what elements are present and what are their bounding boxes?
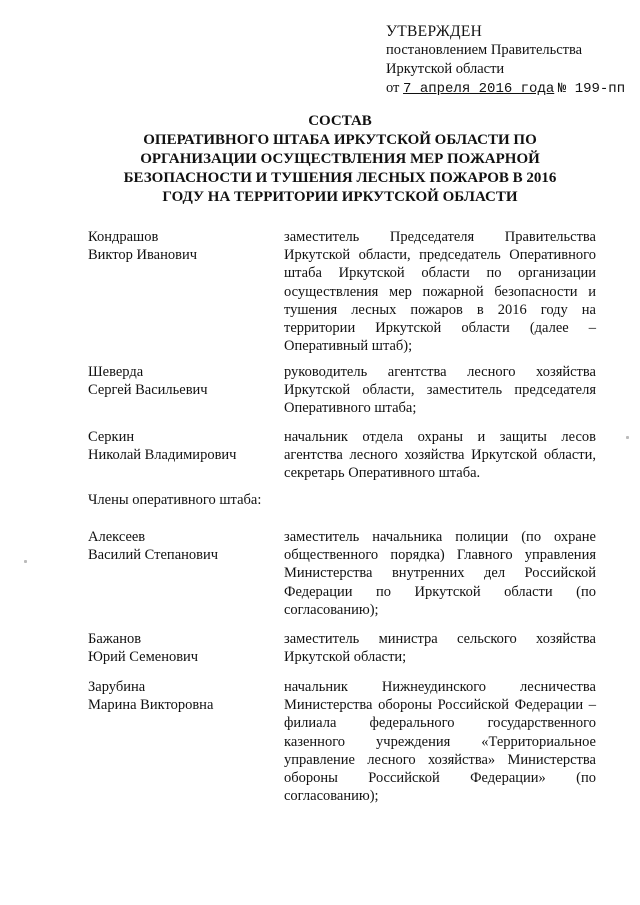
document-title — [100, 112, 580, 207]
approval-number: № 199-пп — [557, 81, 626, 97]
title-line-1: СОСТАВ — [308, 113, 372, 129]
person-name — [88, 630, 268, 666]
person-name — [88, 428, 268, 464]
person-surname: Бажанов — [88, 631, 142, 647]
approval-from: от — [386, 80, 400, 96]
title-line-4: БЕЗОПАСНОСТИ И ТУШЕНИЯ ЛЕСНЫХ ПОЖАРОВ В 2016 — [123, 170, 557, 186]
title-line-5: ГОДУ НА ТЕРРИТОРИИ ИРКУТСКОЙ ОБЛАСТИ — [162, 189, 518, 205]
person-given-name: Виктор Иванович — [88, 247, 198, 264]
person-surname: Алексеев — [88, 529, 146, 545]
person-surname: Шеверда — [88, 364, 144, 380]
scan-speck — [24, 560, 27, 563]
person-name — [88, 228, 268, 264]
approval-line-2: Иркутской области — [386, 61, 505, 77]
person-surname: Зарубина — [88, 679, 146, 695]
person-surname: Кондрашов — [88, 229, 159, 245]
person-given-name: Николай Владимирович — [88, 447, 237, 464]
approval-date: 7 апреля 2016 года — [403, 81, 555, 97]
person-surname: Серкин — [88, 429, 135, 445]
person-given-name: Сергей Васильевич — [88, 382, 208, 399]
person-given-name: Марина Викторовна — [88, 697, 214, 714]
person-role: заместитель начальника полиции (по охране общественного порядка) Главного управления Министерства внутренних дел Российской Федерации по Иркутской области (по согласованию); — [284, 529, 596, 618]
person-name — [88, 363, 268, 399]
person-role: начальник отдела охраны и защиты лесов агентства лесного хозяйства Иркутской области, секретарь Оперативного штаба. — [284, 429, 596, 482]
person-given-name: Василий Степанович — [88, 547, 219, 564]
approval-date-line — [386, 79, 625, 99]
person-role: заместитель министра сельского хозяйства Иркутской области; — [284, 631, 596, 666]
approval-heading: УТВЕРЖДЕН — [386, 23, 483, 40]
person-given-name: Юрий Семенович — [88, 649, 199, 666]
approval-block — [386, 22, 625, 99]
title-line-3: ОРГАНИЗАЦИИ ОСУЩЕСТВЛЕНИЯ МЕР ПОЖАРНОЙ — [140, 151, 540, 167]
approval-line-1: постановлением Правительства — [386, 42, 583, 58]
person-role: руководитель агентства лесного хозяйства Иркутской области, заместитель председателя Оперативного штаба; — [284, 364, 596, 417]
members-heading: Члены оперативного штаба: — [88, 492, 262, 508]
title-line-2: ОПЕРАТИВНОГО ШТАБА ИРКУТСКОЙ ОБЛАСТИ ПО — [143, 132, 537, 148]
scan-speck — [626, 436, 629, 439]
person-role: начальник Нижнеудинского лесничества Министерства обороны Российской Федерации – филиала федерального государственного казенного учреждения «Территориальное управление лесного хозяйства» Министерства обороны Российской Федерации» (по согласованию); — [284, 679, 596, 805]
person-role: заместитель Председателя Правительства Иркутской области, председатель Оперативного штаба Иркутской области по организации осуществления мер пожарной безопасности и тушения лесных пожаров в 2016 году на территории Иркутской области (далее – Оперативный штаб); — [284, 229, 596, 355]
person-name — [88, 678, 268, 714]
person-name — [88, 528, 268, 564]
